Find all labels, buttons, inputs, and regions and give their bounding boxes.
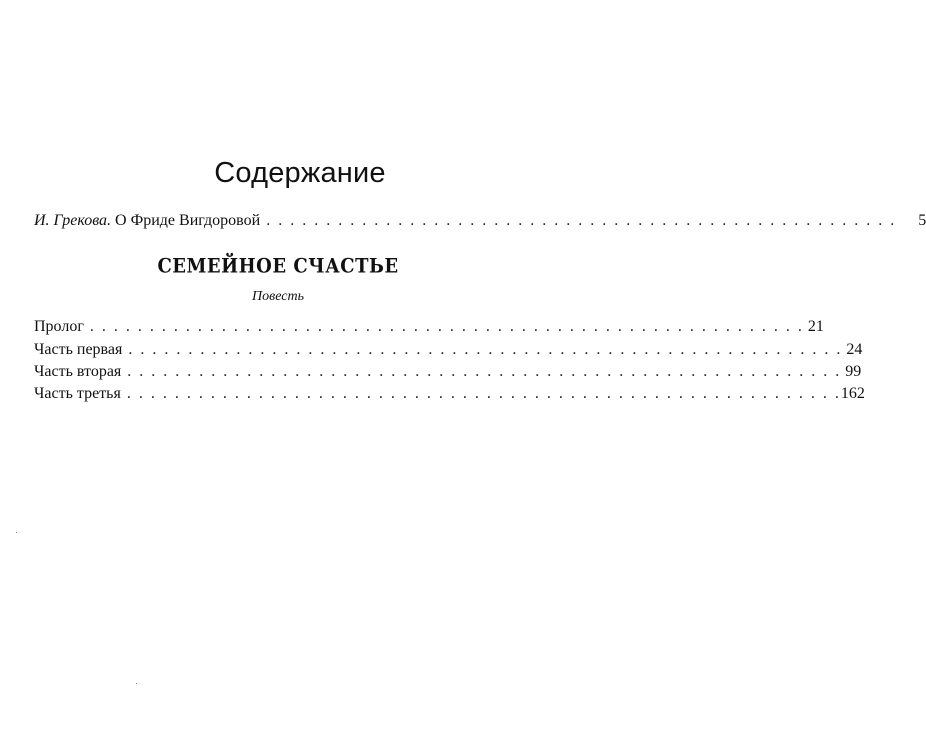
page-title: Содержание xyxy=(214,157,386,189)
dot-leader: . . . . . . . . . . . . . . . . . . . . . . . . . . . . . . . . . . . . . . . . . . . . . . . . . . . . . . . . . . . . xyxy=(128,341,843,358)
section-title: СЕМЕЙНОЕ СЧАСТЬЕ xyxy=(157,254,399,279)
entry-page: 162 xyxy=(840,385,865,402)
toc-entry[interactable] xyxy=(34,385,865,403)
entry-page: 99 xyxy=(845,363,862,380)
entry-page: 21 xyxy=(807,318,824,335)
entry-label: Часть вторая xyxy=(34,363,122,380)
section-subtitle: Повесть xyxy=(252,289,304,304)
toc-entry[interactable] xyxy=(34,363,862,381)
dot-leader: . . . . . . . . . . . . . . . . . . . . . . . . . . . . . . . . . . . . . . . . . . . . . . . . . . . . . . . . . . . . xyxy=(89,318,804,335)
entry-page: 24 xyxy=(846,341,863,358)
scan-speck xyxy=(136,683,137,684)
entry-author: И. Грекова. xyxy=(34,212,112,229)
toc-entry[interactable] xyxy=(34,318,824,336)
entry-label: Пролог xyxy=(34,318,84,335)
toc-entry-intro[interactable] xyxy=(34,212,926,230)
entry-page: 5 xyxy=(918,212,926,229)
dot-leader: . . . . . . . . . . . . . . . . . . . . . . . . . . . . . . . . . . . . . . . . . . . . . . . . . . . . . . . . . . . . xyxy=(126,385,841,402)
entry-label: Часть третья xyxy=(34,385,121,402)
entry-title: О Фриде Вигдоровой xyxy=(115,212,261,229)
toc-entry[interactable] xyxy=(34,341,863,359)
dot-leader: . . . . . . . . . . . . . . . . . . . . . . . . . . . . . . . . . . . . . . . . . . . . . . . . . . . . . xyxy=(266,212,897,229)
entry-label: Часть первая xyxy=(34,341,123,358)
dot-leader: . . . . . . . . . . . . . . . . . . . . . . . . . . . . . . . . . . . . . . . . . . . . . . . . . . . . . . . . . . . . xyxy=(127,363,842,380)
scan-speck xyxy=(16,532,17,533)
